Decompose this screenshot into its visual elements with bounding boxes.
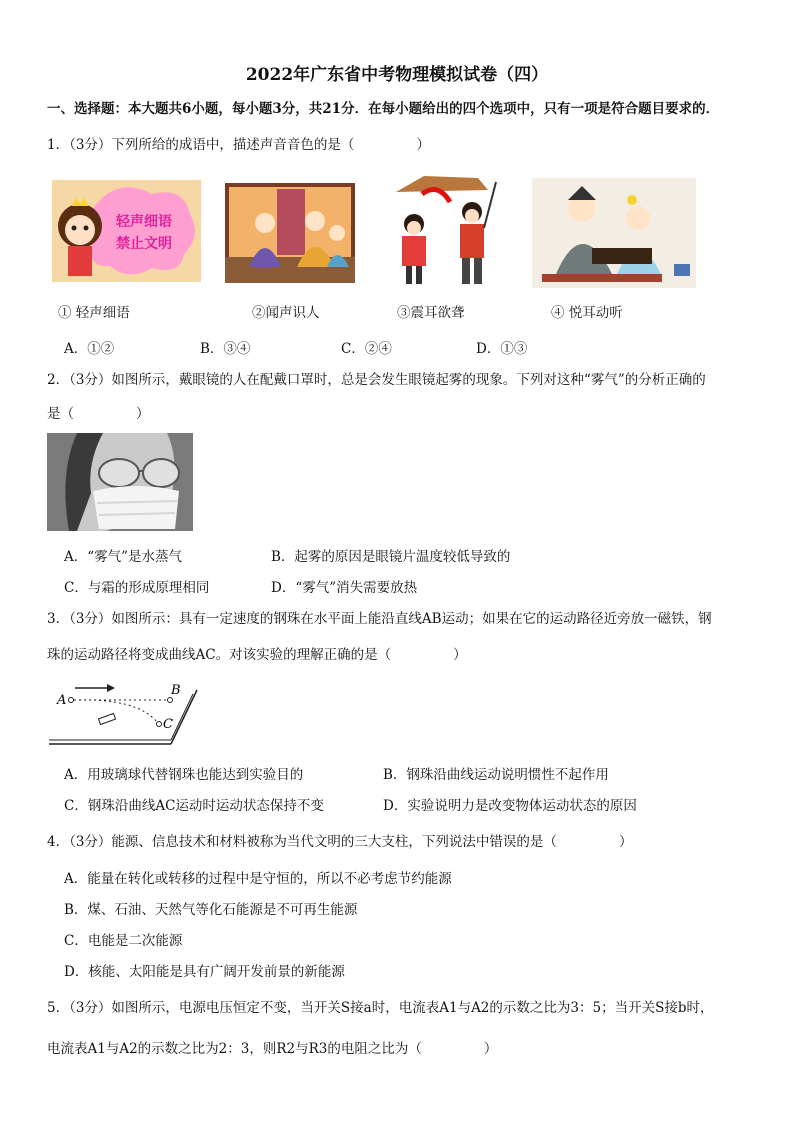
q3-option-b[interactable]: B．钢珠沿曲线运动说明惯性不起作用 <box>383 767 609 783</box>
question-2-stem-line-2: 是（ ） <box>47 406 150 422</box>
question-3-stem-line-1: 3．（3分）如图所示：具有一定速度的钢珠在水平面上能沿直线AB运动；如果在它的运动路径近旁放一磁铁，钢 <box>47 611 712 627</box>
q3-figure-magnet-path <box>47 678 199 748</box>
q1-image-4 <box>532 178 696 288</box>
q1-image-3 <box>388 172 500 288</box>
q2-option-b[interactable]: B．起雾的原因是眼镜片温度较低导致的 <box>271 549 511 565</box>
q3-label-a: A <box>57 693 67 708</box>
question-3-stem-line-2: 珠的运动路径将变成曲线AC。对该实验的理解正确的是（ ） <box>47 647 467 663</box>
q1-caption-1: ① 轻声细语 <box>58 305 130 321</box>
q1-caption-2: ②闻声识人 <box>252 305 320 321</box>
question-5-stem-line-2: 电流表A1与A2的示数之比为2：3，则R2与R3的电阻之比为（ ） <box>47 1041 498 1057</box>
q1-option-d[interactable]: D．①③ <box>476 341 528 357</box>
q1-option-c[interactable]: C．②④ <box>341 341 392 357</box>
q2-option-d[interactable]: D．“雾气”消失需要放热 <box>271 580 418 596</box>
q4-option-c[interactable]: C．电能是二次能源 <box>64 933 183 949</box>
q3-option-c[interactable]: C．钢珠沿曲线AC运动时运动状态保持不变 <box>64 798 324 814</box>
q4-option-b[interactable]: B．煤、石油、天然气等化石能源是不可再生能源 <box>64 902 358 918</box>
q1-caption-4: ④ 悦耳动听 <box>551 305 623 321</box>
page-title: 2022年广东省中考物理模拟试卷（四） <box>245 65 549 85</box>
question-4-stem: 4．（3分）能源、信息技术和材料被称为当代文明的三大支柱，下列说法中错误的是（ ） <box>47 834 633 850</box>
q1-caption-3: ③震耳欲聋 <box>397 305 465 321</box>
q1-image-2 <box>225 183 355 283</box>
q3-option-a[interactable]: A．用玻璃球代替钢珠也能达到实验目的 <box>64 767 304 783</box>
question-2-stem-line-1: 2．（3分）如图所示，戴眼镜的人在配戴口罩时，总是会发生眼镜起雾的现象。下列对这种“雾气”的分析正确的 <box>47 372 706 388</box>
q3-option-d[interactable]: D．实验说明力是改变物体运动状态的原因 <box>383 798 637 814</box>
section-heading: 一、选择题：本大题共6小题，每小题3分，共21分．在每小题给出的四个选项中，只有一项是符合题目要求的． <box>47 101 720 117</box>
q1-image-1-text-1: 轻声细语 <box>116 214 172 230</box>
q1-option-a[interactable]: A．①② <box>64 341 115 357</box>
q4-option-a[interactable]: A．能量在转化或转移的过程中是守恒的，所以不必考虑节约能源 <box>64 871 452 887</box>
q3-label-c: C <box>163 717 173 732</box>
q4-option-d[interactable]: D．核能、太阳能是具有广阔开发前景的新能源 <box>64 964 345 980</box>
q3-label-b: B <box>171 683 181 698</box>
q2-option-a[interactable]: A．“雾气”是水蒸气 <box>64 549 183 565</box>
q1-image-1 <box>52 180 201 282</box>
q1-image-1-text-2: 禁止文明 <box>116 236 172 252</box>
question-1-stem: 1．（3分）下列所给的成语中，描述声音音色的是（ ） <box>47 137 430 153</box>
q2-option-c[interactable]: C．与霜的形成原理相同 <box>64 580 210 596</box>
q2-image-mask-glasses <box>47 433 193 531</box>
q1-option-b[interactable]: B．③④ <box>200 341 251 357</box>
question-5-stem-line-1: 5．（3分）如图所示，电源电压恒定不变，当开关S接a时，电流表A1与A2的示数之比为3：5；当开关S接b时， <box>47 1000 714 1016</box>
